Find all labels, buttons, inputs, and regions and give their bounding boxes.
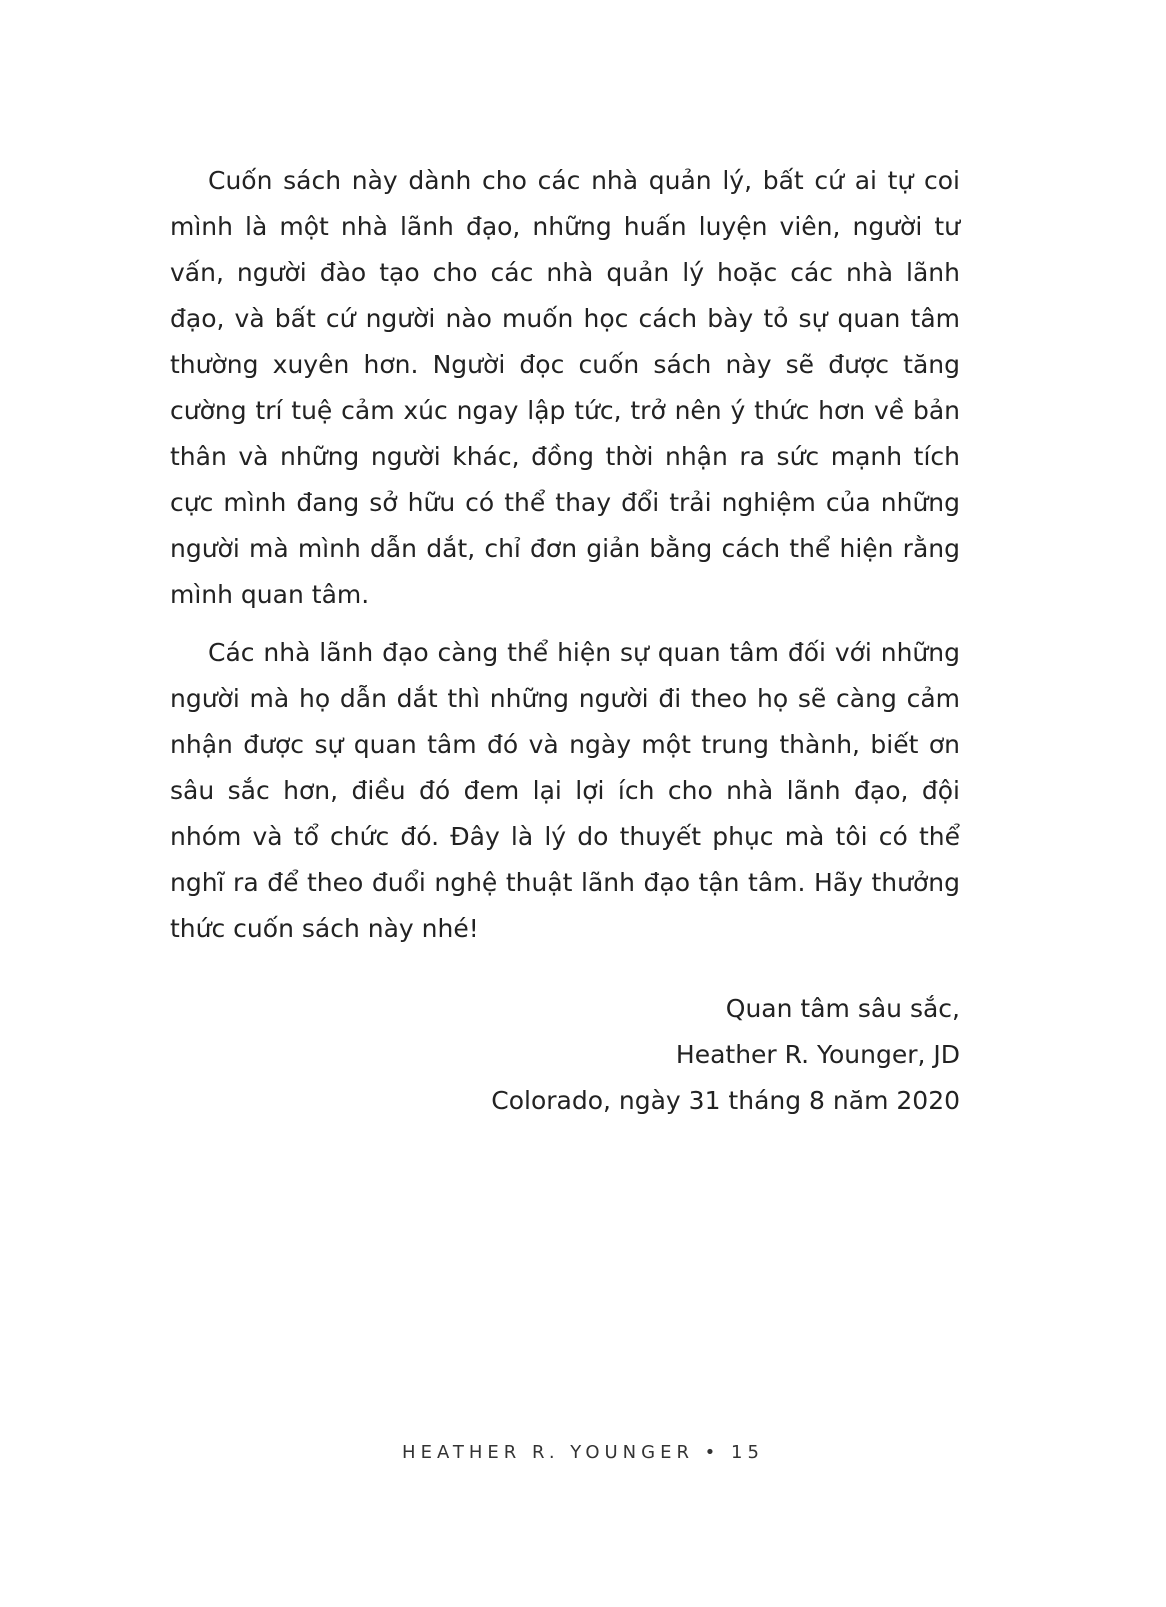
body-text bbox=[170, 158, 960, 964]
signature-closing: Quan tâm sâu sắc, bbox=[725, 994, 960, 1023]
signature-name: Heather R. Younger, JD bbox=[675, 1040, 960, 1069]
paragraph-2: Các nhà lãnh đạo càng thể hiện sự quan tâm đối với những người mà họ dẫn dắt thì những người đi theo họ sẽ càng cảm nhận được sự quan tâm đó và ngày một trung thành, biết ơn sâu sắc hơn, điều đó đem lại lợi ích cho nhà lãnh đạo, đội nhóm và tổ chức đó. Đây là lý do thuyết phục mà tôi có thể nghĩ ra để theo đuổi nghệ thuật lãnh đạo tận tâm. Hãy thưởng thức cuốn sách này nhé! bbox=[170, 638, 960, 943]
page-footer: HEATHER R. YOUNGER • 15 bbox=[402, 1442, 764, 1463]
signature-place-date: Colorado, ngày 31 tháng 8 năm 2020 bbox=[491, 1086, 960, 1115]
signature-block bbox=[491, 986, 960, 1124]
paragraph-1: Cuốn sách này dành cho các nhà quản lý, bất cứ ai tự coi mình là một nhà lãnh đạo, những huấn luyện viên, người tư vấn, người đào tạo cho các nhà quản lý hoặc các nhà lãnh đạo, và bất cứ người nào muốn học cách bày tỏ sự quan tâm thường xuyên hơn. Người đọc cuốn sách này sẽ được tăng cường trí tuệ cảm xúc ngay lập tức, trở nên ý thức hơn về bản thân và những người khác, đồng thời nhận ra sức mạnh tích cực mình đang sở hữu có thể thay đổi trải nghiệm của những người mà mình dẫn dắt, chỉ đơn giản bằng cách thể hiện rằng mình quan tâm. bbox=[170, 166, 960, 609]
